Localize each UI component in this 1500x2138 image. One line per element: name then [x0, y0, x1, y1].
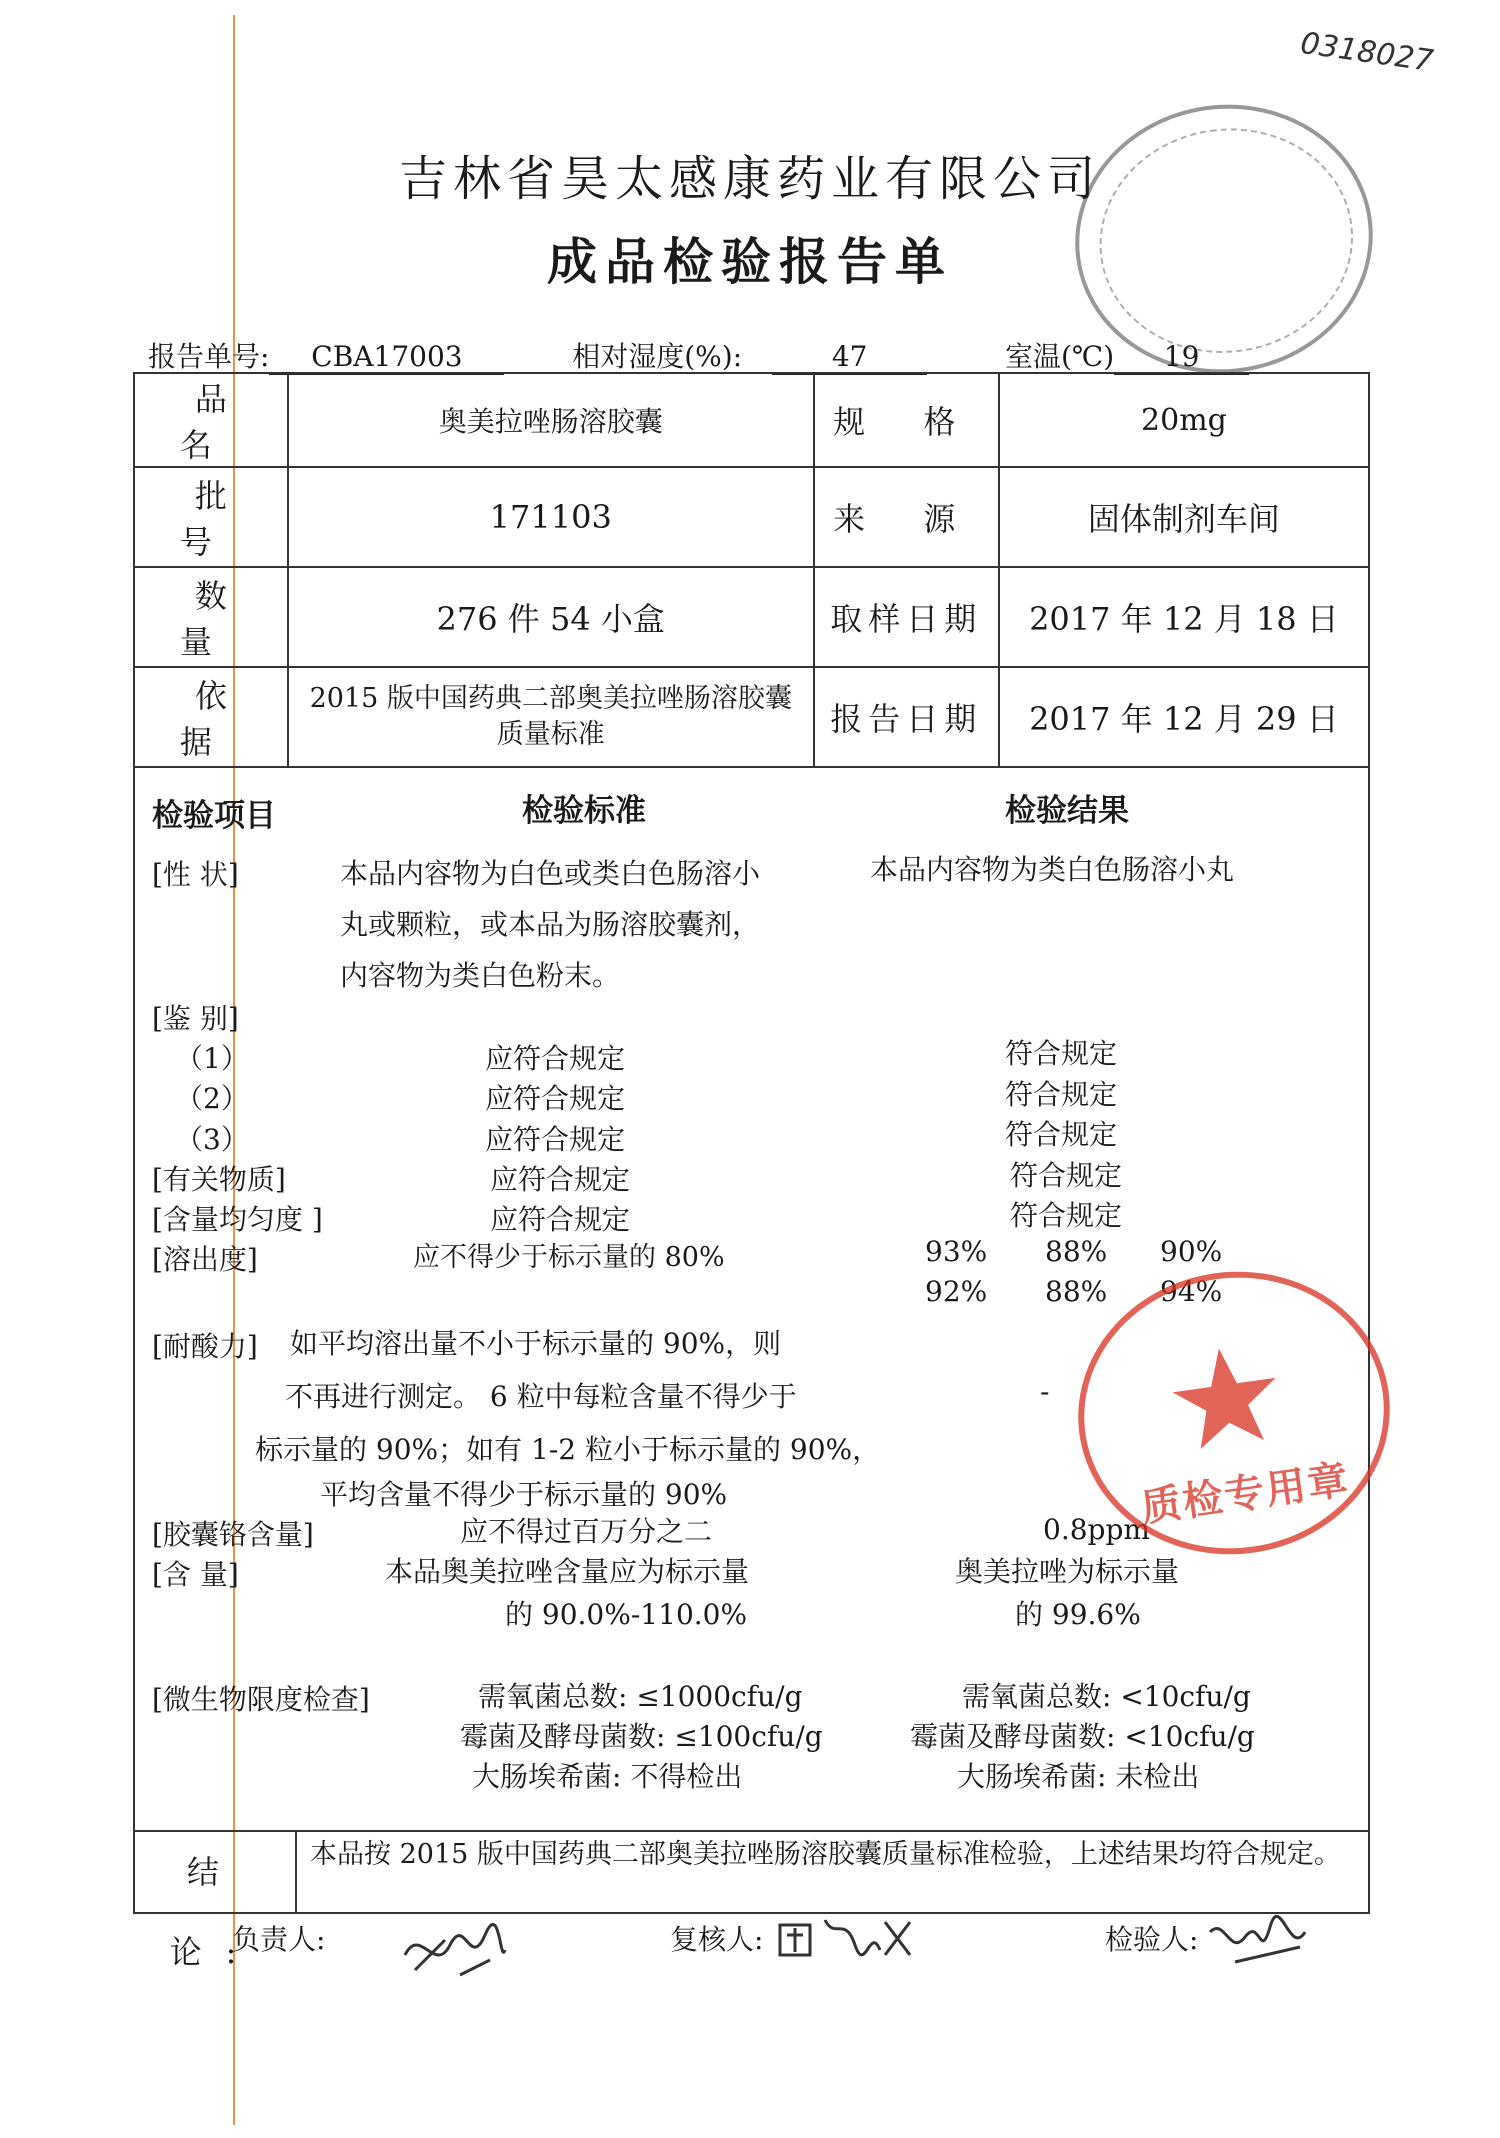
spec-value: 20mg: [999, 373, 1369, 467]
product-info-table: [133, 372, 1370, 768]
report-no: CBA17003: [269, 340, 504, 375]
acid-result: -: [1040, 1375, 1050, 1408]
assay-result-line1: 奥美拉唑为标示量: [955, 1555, 1180, 1588]
micro-standard-2: 霉菌及酵母菌数: ≤100cfu/g: [460, 1720, 823, 1753]
signature-inspector: [1205, 1912, 1315, 1972]
header-result: 检验结果: [1005, 793, 1129, 829]
microbial-label: [微生物限度检查]: [152, 1683, 370, 1716]
ident-2-standard: 应符合规定: [485, 1082, 626, 1115]
qc-seal-red: [1060, 1252, 1408, 1575]
report-no-label: 报告单号:: [148, 340, 270, 373]
related-result: 符合规定: [1010, 1159, 1123, 1192]
ident-3-result: 符合规定: [1005, 1118, 1118, 1151]
conclusion-text: 本品按 2015 版中国药典二部奥美拉唑肠溶胶囊质量标准检验，上述结果均符合规定。: [310, 1839, 1341, 1870]
related-standard: 应符合规定: [490, 1163, 631, 1196]
dissolution-r1-3: 90%: [1160, 1235, 1223, 1268]
sample-date-value: 2017 年 12 月 18 日: [999, 567, 1369, 667]
micro-result-3: 大肠埃希菌: 未检出: [957, 1760, 1200, 1793]
batch-label: 批 号: [134, 467, 288, 567]
identification-label: [鉴 别]: [152, 1002, 239, 1035]
appearance-label: [性 状]: [152, 858, 239, 891]
name-label: 品 名: [134, 373, 288, 467]
chromium-label: [胶囊铬含量]: [152, 1518, 314, 1551]
acid-resistance-label: [耐酸力]: [152, 1330, 258, 1363]
header-item: 检验项目: [152, 798, 276, 834]
assay-result-line2: 的 99.6%: [1015, 1598, 1141, 1631]
dissolution-r2-3: 94%: [1160, 1275, 1223, 1308]
uniformity-result: 符合规定: [1010, 1199, 1123, 1232]
responsible-label: 负责人:: [232, 1923, 326, 1956]
dissolution-label: [溶出度]: [152, 1243, 258, 1276]
qc-seal-text: 质检专用章: [1138, 1456, 1353, 1532]
qty-value: 276 件 54 小盒: [288, 567, 814, 667]
ident-3-standard: 应符合规定: [485, 1123, 626, 1156]
inspector-label: 检验人:: [1105, 1923, 1199, 1956]
uniformity-label: [含量均匀度 ]: [152, 1203, 323, 1236]
micro-standard-1: 需氧菌总数: ≤1000cfu/g: [478, 1680, 803, 1713]
dissolution-r2-1: 92%: [925, 1275, 988, 1308]
basis-label: 依 据: [134, 667, 288, 767]
handwritten-doc-number: 0318027: [1298, 25, 1436, 80]
reviewer-label: 复核人:: [670, 1923, 764, 1956]
dissolution-r1-2: 88%: [1045, 1235, 1108, 1268]
basis-value: 2015 版中国药典二部奥美拉唑肠溶胶囊质量标准: [288, 667, 814, 767]
ident-1-standard: 应符合规定: [485, 1042, 626, 1075]
micro-standard-3: 大肠埃希菌: 不得检出: [472, 1760, 743, 1793]
meta-row: [148, 335, 1249, 375]
report-date-label: 报告日期: [814, 667, 999, 767]
signature-responsible: [400, 1915, 510, 1985]
dissolution-standard: 应不得少于标示量的 80%: [413, 1242, 725, 1273]
acid-standard-line4: 平均含量不得少于标示量的 90%: [320, 1478, 728, 1511]
signature-reviewer: [775, 1910, 915, 1970]
source-value: 固体制剂车间: [999, 467, 1369, 567]
chromium-standard: 应不得过百万分之二: [460, 1515, 713, 1548]
sample-date-label: 取样日期: [814, 567, 999, 667]
micro-result-2: 霉菌及酵母菌数: <10cfu/g: [910, 1720, 1255, 1753]
spec-label: 规 格: [814, 373, 999, 467]
report-date-value: 2017 年 12 月 29 日: [999, 667, 1369, 767]
ident-1-result: 符合规定: [1005, 1037, 1118, 1070]
dissolution-r2-2: 88%: [1045, 1275, 1108, 1308]
humidity-value: 47: [772, 340, 927, 375]
dissolution-r1-1: 93%: [925, 1235, 988, 1268]
acid-standard-line3: 标示量的 90%；如有 1-2 粒小于标示量的 90%，: [255, 1433, 881, 1466]
acid-standard-line2: 不再进行测定。 6 粒中每粒含量不得少于: [285, 1380, 797, 1413]
report-title: 成品检验报告单: [547, 232, 953, 291]
ident-2-result: 符合规定: [1005, 1078, 1118, 1111]
related-substances-label: [有关物质]: [152, 1163, 286, 1196]
company-name: 吉林省昊太感康药业有限公司: [398, 151, 1101, 207]
ident-2-label: （2）: [175, 1082, 249, 1115]
acid-standard-line1: 如平均溶出量不小于标示量的 90%，则: [290, 1327, 782, 1360]
humidity-label: 相对湿度(%):: [572, 340, 743, 373]
ident-1-label: （1）: [175, 1042, 249, 1075]
micro-result-1: 需氧菌总数: <10cfu/g: [962, 1680, 1251, 1713]
assay-standard-line1: 本品奥美拉唑含量应为标示量: [385, 1555, 750, 1588]
temp-label: 室温(℃): [1004, 340, 1115, 373]
temp-value: 19: [1114, 340, 1249, 375]
assay-label: [含 量]: [152, 1558, 239, 1591]
uniformity-standard: 应符合规定: [490, 1203, 631, 1236]
header-standard: 检验标准: [522, 793, 646, 829]
source-label: 来 源: [814, 467, 999, 567]
batch-value: 171103: [288, 467, 814, 567]
ident-3-label: （3）: [175, 1123, 249, 1156]
conclusion-label: 结 论:: [135, 1832, 297, 1912]
appearance-standard: 本品内容物为白色或类白色肠溶小丸或颗粒，或本品为肠溶胶囊剂，内容物为类白色粉末。: [340, 857, 761, 992]
qty-label: 数 量: [134, 567, 288, 667]
appearance-result: 本品内容物为类白色肠溶小丸: [870, 853, 1235, 886]
product-name: 奥美拉唑肠溶胶囊: [288, 373, 814, 467]
chromium-result: 0.8ppm: [1043, 1513, 1150, 1546]
assay-standard-line2: 的 90.0%-110.0%: [505, 1598, 748, 1631]
